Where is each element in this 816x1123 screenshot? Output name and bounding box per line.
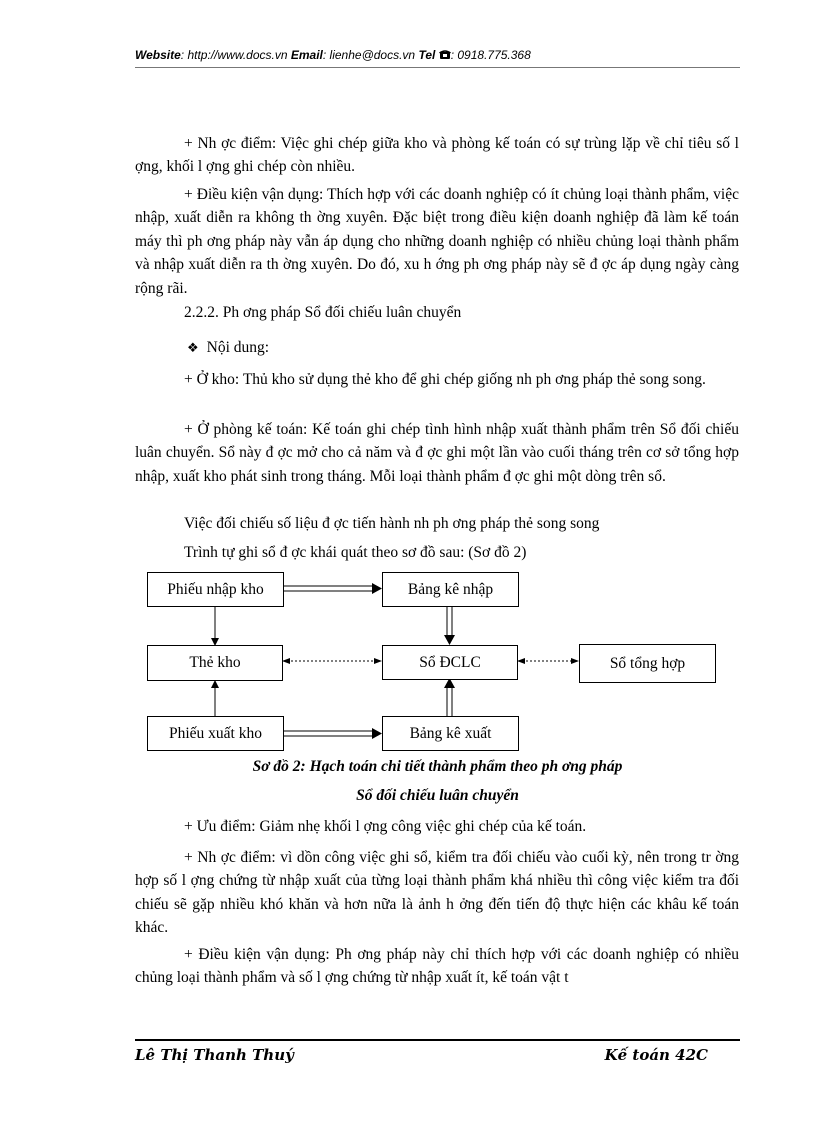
paragraph-disadvantage-2: + Nh ợc điểm: vì dồn công việc ghi sổ, kiểm tra đối chiếu vào cuối kỳ, nên trong tr ờng hợp số l ợng chứng từ nhập xuất của từng loại thành phẩm khá nhiều thì công việc kiểm tra đối chiếu sẽ gặp nhiều khó khăn và hơn nữa là ảnh h ởng đến tiến độ thực hiện các khâu kế toán khác. <box>135 849 739 937</box>
bullet-item <box>187 339 269 357</box>
box-phieu-xuat-kho: Phiếu xuất kho <box>147 716 284 751</box>
box-so-tong-hop: Sổ tổng hợp <box>579 644 716 683</box>
paragraph-advantage: + Ưu điểm: Giảm nhẹ khối l ợng công việc ghi chép của kế toán. <box>184 818 587 835</box>
bullet-text: Nội dung: <box>206 339 270 356</box>
tel-value: : 0918.775.368 <box>450 48 531 62</box>
email-value: : lienhe@docs.vn <box>322 48 416 62</box>
diamond-bullet-icon: ❖ <box>187 341 199 356</box>
page-header <box>135 48 740 63</box>
email-label: Email <box>290 48 323 62</box>
paragraph-reconciliation: Việc đối chiếu số liệu đ ợc tiến hành nh ph ơng pháp thẻ song song <box>184 515 600 532</box>
header-rule <box>135 67 740 68</box>
paragraph-conditions-1: + Điều kiện vận dụng: Thích hợp với các doanh nghiệp có ít chủng loại thành phẩm, việc nhập, xuất diễn ra không th ờng xuyên. Đặc biệt trong điều kiện doanh nghiệp đã làm kế toán máy thì ph ơng pháp này vẫn áp dụng cho những doanh nghiệp có nhiều chủng loại thành phẩm và nhập xuất diễn ra th ờng xuyên. Do đó, xu h ớng ph ơng pháp này sẽ đ ợc áp dụng ngày càng rộng rãi. <box>135 186 739 297</box>
box-so-dclc: Sổ ĐCLC <box>382 645 518 680</box>
box-bang-ke-xuat: Bảng kê xuất <box>382 716 519 751</box>
paragraph-conditions-2: + Điều kiện vận dụng: Ph ơng pháp này chỉ thích hợp với các doanh nghiệp có nhiều chủng loại thành phẩm và số l ợng chứng từ nhập xuất ít, kế toán vật t <box>135 946 739 987</box>
paragraph-warehouse: + Ở kho: Thủ kho sử dụng thẻ kho để ghi chép giống nh ph ơng pháp thẻ song song. <box>184 371 706 388</box>
footer-class: Kế toán 42C <box>604 1046 708 1064</box>
paragraph-diagram-intro: Trình tự ghi sổ đ ợc khái quát theo sơ đồ sau: (Sơ đồ 2) <box>184 544 527 561</box>
footer-author: Lê Thị Thanh Thuý <box>135 1046 294 1064</box>
box-the-kho: Thẻ kho <box>147 645 283 681</box>
box-bang-ke-nhap: Bảng kê nhập <box>382 572 519 607</box>
phone-icon <box>439 49 451 63</box>
tel-label: Tel <box>418 48 436 62</box>
paragraph-accounting-room: + Ở phòng kế toán: Kế toán ghi chép tình hình nhập xuất thành phẩm trên Sổ đối chiếu luân chuyển. Sổ này đ ợc mở cho cả năm và đ ợc ghi một lần vào cuối tháng trên cơ sở tổng hợp nhập, xuất kho phát sinh trong tháng. Mỗi loại thành phẩm đ ợc ghi một dòng trên sổ. <box>135 421 739 485</box>
section-heading: 2.2.2. Ph ơng pháp Sổ đối chiếu luân chuyển <box>184 304 462 321</box>
footer-rule <box>135 1039 740 1041</box>
diagram-caption-line1: Sơ đồ 2: Hạch toán chi tiết thành phẩm theo ph ơng pháp <box>252 758 623 775</box>
box-phieu-nhap-kho: Phiếu nhập kho <box>147 572 284 607</box>
diagram-caption-line2: Sổ đối chiếu luân chuyển <box>356 787 519 804</box>
website-value: : http://www.docs.vn <box>180 48 288 62</box>
website-label: Website <box>135 48 181 62</box>
paragraph-disadvantage-1: + Nh ợc điểm: Việc ghi chép giữa kho và phòng kế toán có sự trùng lặp về chỉ tiêu số l ợng, khối l ợng ghi chép còn nhiều. <box>135 135 739 176</box>
